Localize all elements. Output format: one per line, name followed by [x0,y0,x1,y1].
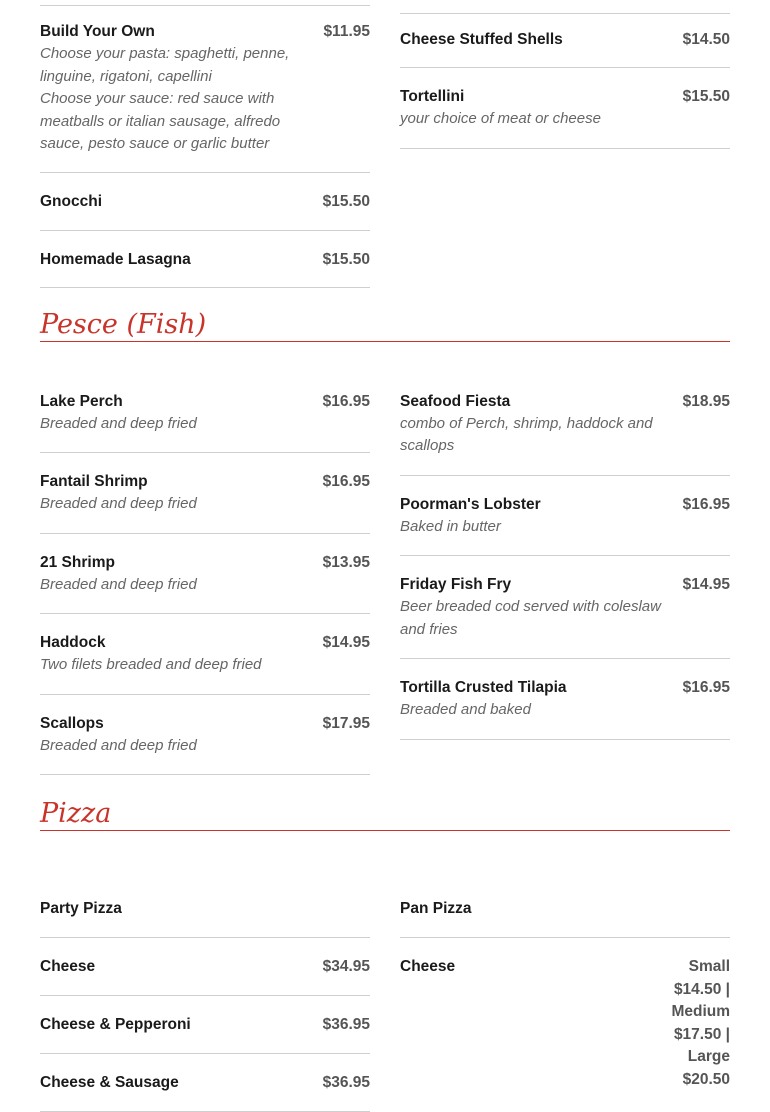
item-price: $14.95 [682,576,730,593]
item-name: Pan Pizza [400,900,472,917]
item-name: Fantail Shrimp [40,473,148,490]
item-description: Choose your sauce: red sauce with meatballs or italian sausage, alfredo sauce, pesto sauce or garlic butter [40,90,281,152]
item-price: $15.50 [322,192,370,210]
menu-item [40,996,370,1054]
item-name: Build Your Own [40,23,155,40]
item-description: your choice of meat or cheese [400,110,601,127]
item-description: Breaded and deep fried [40,736,197,754]
item-price: $18.95 [682,392,730,410]
menu-page [40,0,730,1112]
menu-item [40,938,370,996]
menu-item [40,6,370,173]
item-name: Cheese Stuffed Shells [400,31,563,48]
item-name: Party Pizza [40,900,122,917]
item-price: $16.95 [322,473,370,490]
item-name: Gnocchi [40,192,103,210]
item-description: Choose your pasta: spaghetti, penne, linguine, rigatoni, capellini [40,45,290,85]
item-price: $11.95 [323,23,370,40]
menu-item [40,880,370,938]
item-name: Haddock [40,634,106,651]
item-price: $14.95 [322,634,370,651]
item-price: $15.50 [682,88,730,105]
item-name: Friday Fish Fry [400,576,512,593]
menu-item [40,534,370,615]
fish-section [40,391,730,776]
item-price: $13.95 [322,553,370,571]
item-price: $16.95 [682,495,730,513]
item-description: Two filets breaded and deep fried [40,656,262,673]
pasta-section [40,5,730,288]
pizza-section [40,880,730,1112]
item-price: $36.95 [322,1016,370,1033]
item-name: Homemade Lasagna [40,250,191,268]
section-rule [40,341,730,342]
item-price: $16.95 [322,392,370,410]
item-price: $17.95 [322,714,370,732]
item-description: Beer breaded cod served with coleslaw and fries [400,598,661,638]
menu-item [400,14,730,68]
item-price: $14.50 [682,31,730,48]
item-description: Breaded and deep fried [40,414,197,432]
menu-item [40,695,370,776]
menu-item [400,659,730,740]
item-description: Breaded and baked [400,701,531,718]
pasta-right-column [400,13,730,288]
menu-item [40,173,370,231]
item-description: Baked in butter [400,517,501,535]
item-price: $16.95 [682,679,730,696]
menu-item [40,453,370,534]
item-name: Cheese [40,958,96,975]
section-header-pizza [40,797,730,831]
item-name: Poorman's Lobster [400,495,541,513]
menu-item [40,231,370,288]
fish-right-column [400,391,730,776]
menu-item [400,556,730,659]
item-name: Cheese [400,958,456,975]
pizza-left-column [40,880,370,1112]
fish-left-column [40,391,370,776]
item-name: Cheese & Sausage [40,1074,179,1091]
menu-item [40,1054,370,1112]
menu-item [40,391,370,454]
section-rule [40,830,730,831]
item-name: Tortellini [400,88,465,105]
item-name: Scallops [40,714,104,732]
item-name: 21 Shrimp [40,553,115,571]
menu-item [400,68,730,149]
item-description: combo of Perch, shrimp, haddock and scallops [400,414,653,454]
item-name: Lake Perch [40,392,123,410]
section-header-fish [40,308,730,342]
pizza-right-column [400,880,730,1112]
section-title: Pizza [40,798,112,829]
item-name: Seafood Fiesta [400,392,511,410]
item-price: Small $14.50 | Medium $17.50 | Large $20.50 [671,958,730,1088]
item-price: $34.95 [322,958,370,975]
menu-item [400,476,730,557]
item-price: $15.50 [322,250,370,268]
pasta-left-column [40,5,370,288]
item-description: Breaded and deep fried [40,495,197,512]
menu-item [400,938,730,1109]
menu-item [400,391,730,476]
item-name: Tortilla Crusted Tilapia [400,679,567,696]
section-title: Pesce (Fish) [40,308,207,340]
menu-item [40,614,370,695]
item-description: Breaded and deep fried [40,575,197,593]
item-price: $36.95 [322,1074,370,1091]
item-name: Cheese & Pepperoni [40,1016,191,1033]
menu-item [400,880,730,938]
